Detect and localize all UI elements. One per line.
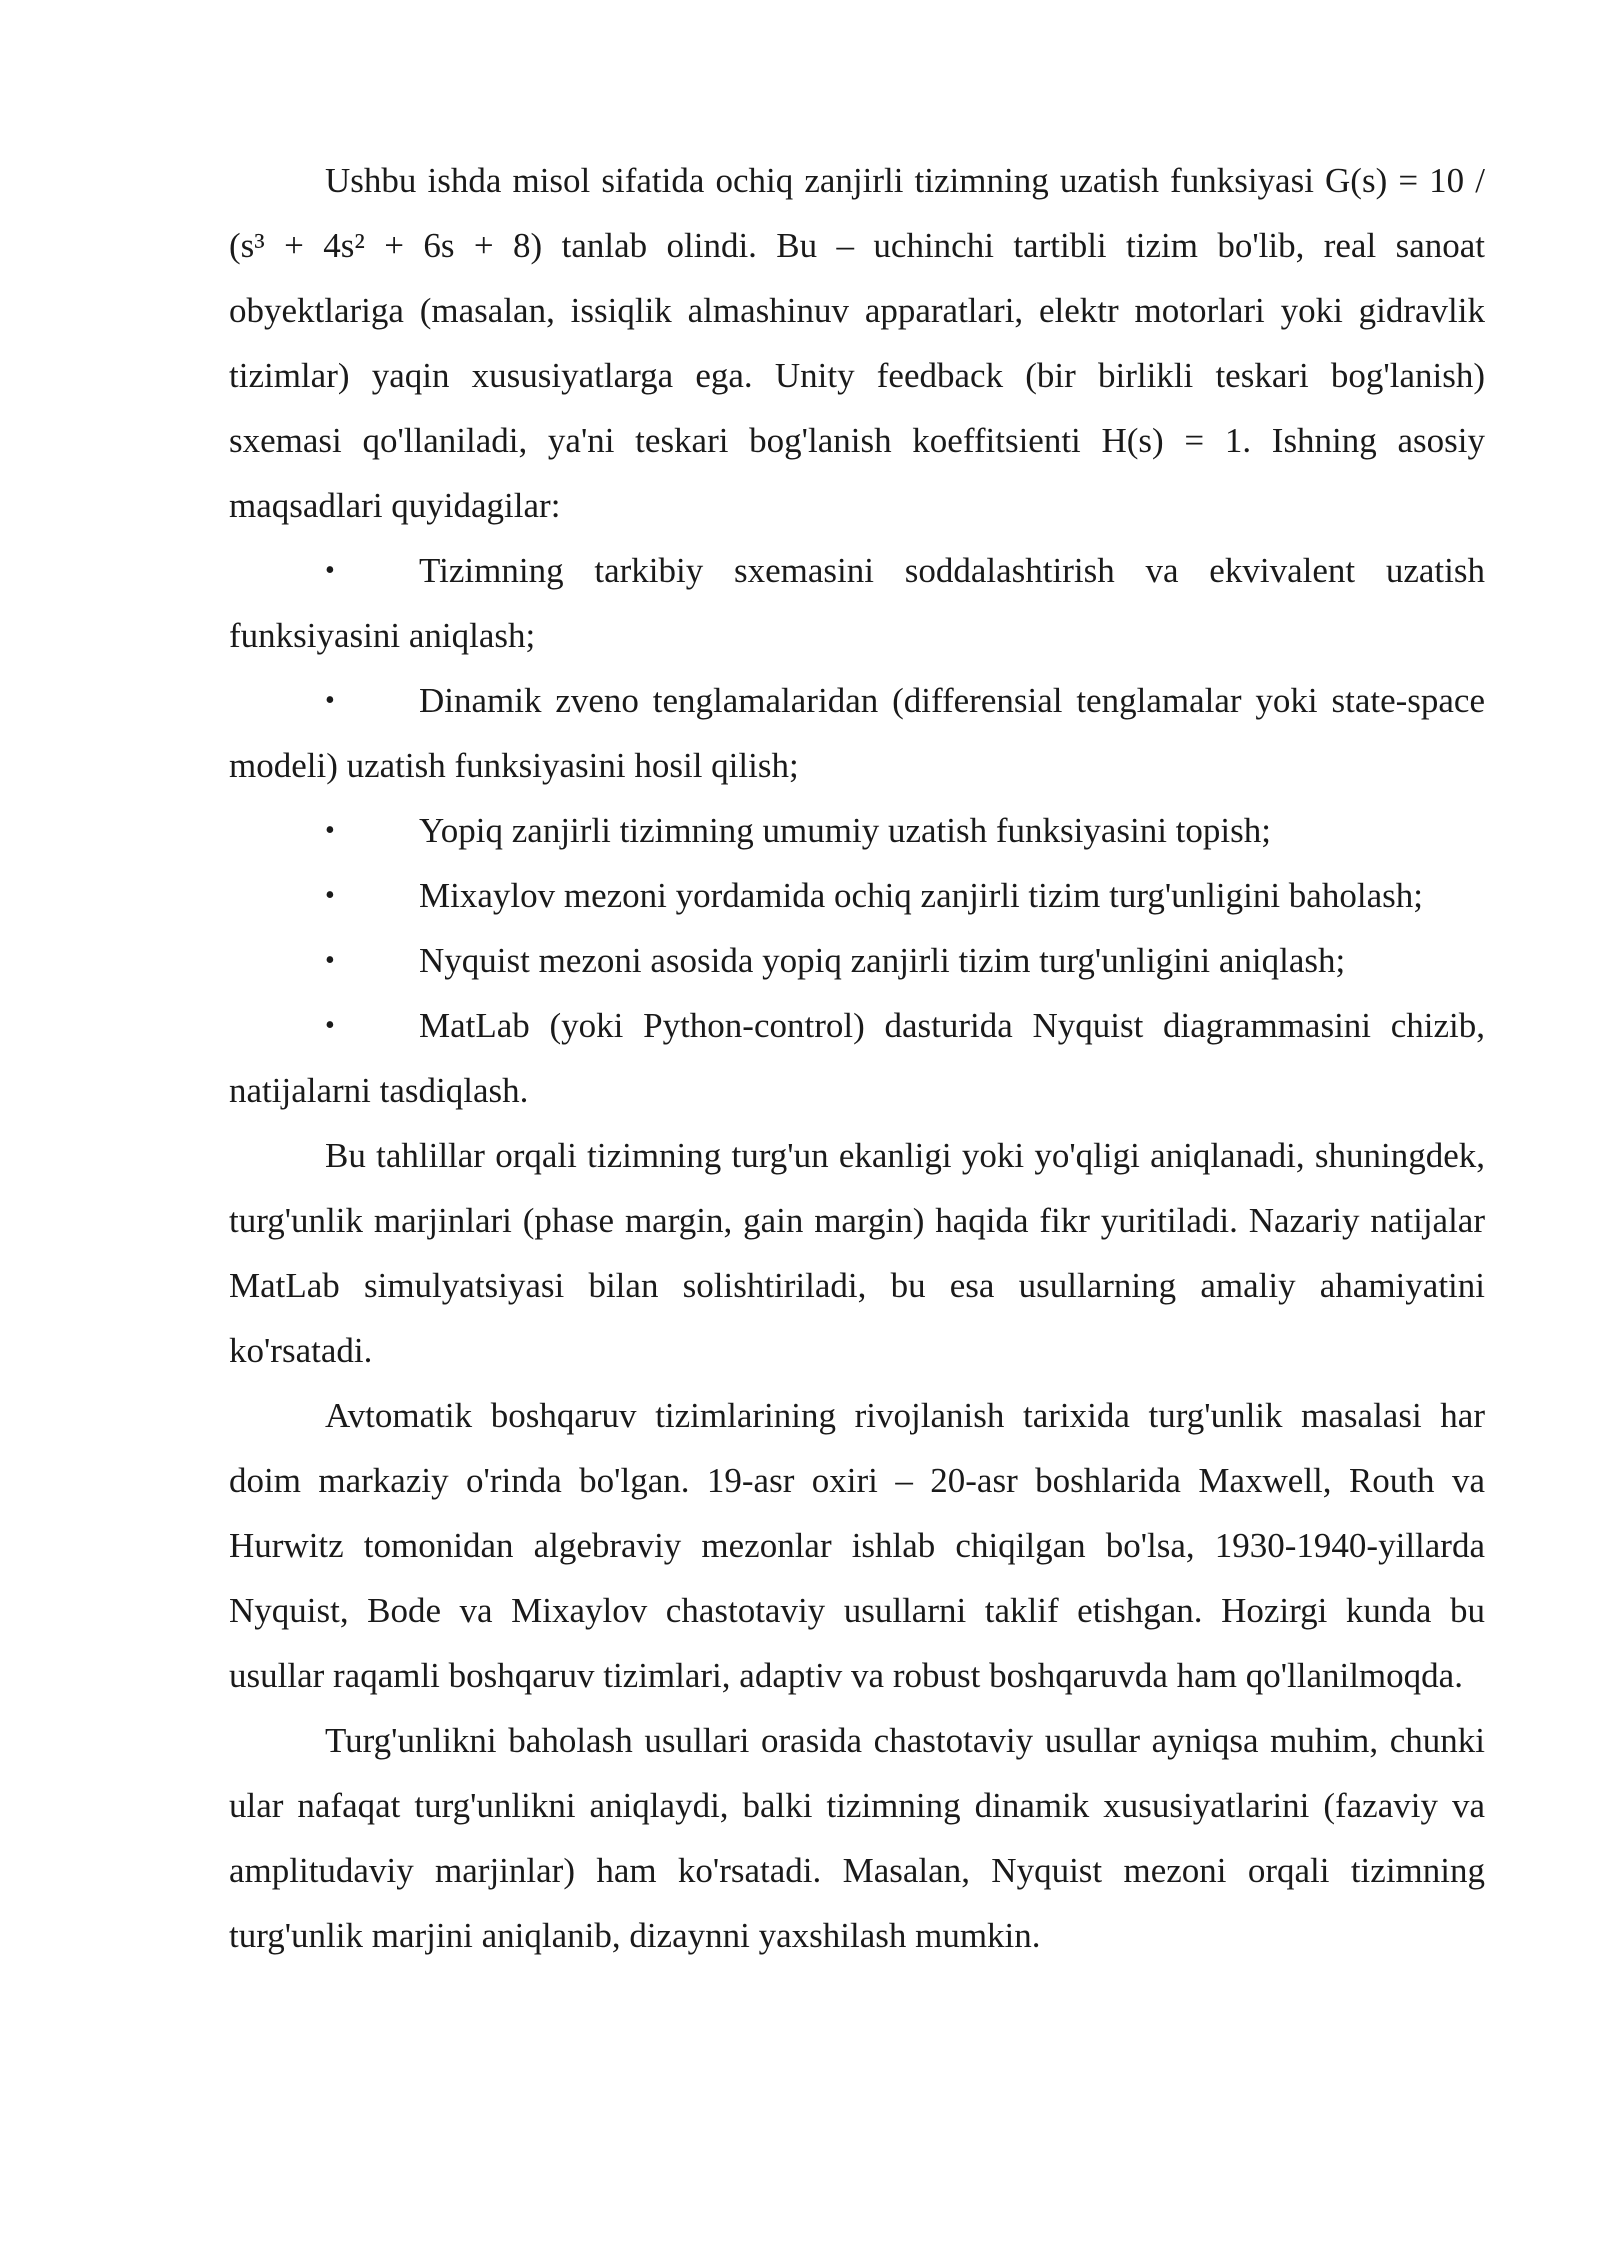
bullet-icon: • — [325, 1010, 335, 1041]
list-item — [229, 993, 1485, 1123]
bullet-icon: • — [325, 880, 335, 911]
bullet-icon: • — [325, 815, 335, 846]
list-item-text: MatLab (yoki Python-control) dasturida Nyquist diagrammasini chizib, natijalarni tasdiqlash. — [229, 1006, 1485, 1110]
methods-paragraph: Turg'unlikni baholash usullari orasida chastotaviy usullar ayniqsa muhim, chunki ular nafaqat turg'unlikni aniqlaydi, balki tizimning dinamik xususiyatlarini (fazaviy va amplitudaviy marjinlar) ham ko'rsatadi. Masalan, Nyquist mezoni orqali tizimning turg'unlik marjini aniqlanib, dizaynni yaxshilash mumkin. — [229, 1721, 1485, 1955]
bullet-icon: • — [325, 555, 335, 586]
list-item — [229, 798, 1485, 863]
list-item-text: Dinamik zveno tenglamalaridan (differensial tenglamalar yoki state-space modeli) uzatish funksiyasini hosil qilish; — [229, 681, 1485, 785]
list-item-text: Tizimning tarkibiy sxemasini soddalashtirish va ekvivalent uzatish funksiyasini aniqlash; — [229, 551, 1485, 655]
goals-list — [229, 538, 1485, 1123]
list-item — [229, 863, 1485, 928]
history-paragraph: Avtomatik boshqaruv tizimlarining rivojlanish tarixida turg'unlik masalasi har doim markaziy o'rinda bo'lgan. 19-asr oxiri – 20-asr boshlarida Maxwell, Routh va Hurwitz tomonidan algebraviy mezonlar ishlab chiqilgan bo'lsa, 1930-1940-yillarda Nyquist, Bode va Mixaylov chastotaviy usullarni taklif etishgan. Hozirgi kunda bu usullar raqamli boshqaruv tizimlari, adaptiv va robust boshqaruvda ham qo'llanilmoqda. — [229, 1396, 1485, 1695]
list-item — [229, 668, 1485, 798]
list-item — [229, 538, 1485, 668]
list-item-text: Mixaylov mezoni yordamida ochiq zanjirli tizim turg'unligini baholash; — [419, 876, 1423, 915]
bullet-icon: • — [325, 945, 335, 976]
list-item — [229, 928, 1485, 993]
list-item-text: Yopiq zanjirli tizimning umumiy uzatish funksiyasini topish; — [419, 811, 1271, 850]
list-item-text: Nyquist mezoni asosida yopiq zanjirli tizim turg'unligini aniqlash; — [419, 941, 1346, 980]
intro-paragraph: Ushbu ishda misol sifatida ochiq zanjirli tizimning uzatish funksiyasi G(s) = 10 / (s³ + 4s² + 6s + 8) tanlab olindi. Bu – uchinchi tartibli tizim bo'lib, real sanoat obyektlariga (masalan, issiqlik almashinuv apparatlari, elektr motorlari yoki gidravlik tizimlar) yaqin xususiyatlarga ega. Unity feedback (bir birlikli teskari bog'lanish) sxemasi qo'llaniladi, ya'ni teskari bog'lanish koeffitsienti H(s) = 1. Ishning asosiy maqsadlari quyidagilar: — [229, 161, 1485, 525]
analysis-paragraph: Bu tahlillar orqali tizimning turg'un ekanligi yoki yo'qligi aniqlanadi, shuningdek, turg'unlik marjinlari (phase margin, gain margin) haqida fikr yuritiladi. Nazariy natijalar MatLab simulyatsiyasi bilan solishtiriladi, bu esa usullarning amaliy ahamiyatini ko'rsatadi. — [229, 1136, 1485, 1370]
document-body — [229, 148, 1485, 1968]
bullet-icon: • — [325, 685, 335, 716]
